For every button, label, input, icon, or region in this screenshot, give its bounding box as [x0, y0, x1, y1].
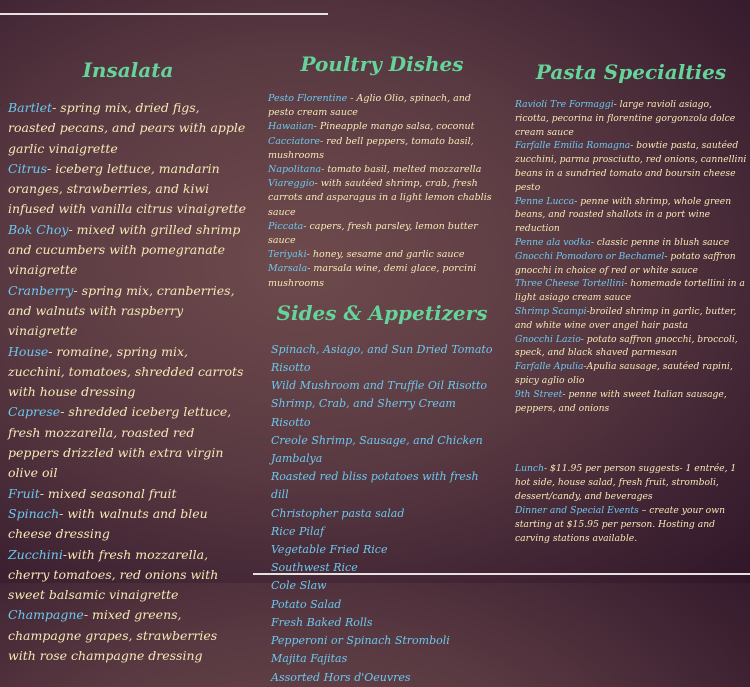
item-description: -with fresh mozzarella, cherry tomatoes, red onions with sweet balsamic vinaigrette: [8, 546, 219, 603]
poultry-heading: Poultry Dishes: [300, 52, 464, 76]
item-name: Bartlet: [8, 100, 53, 115]
item-description: - honey, sesame and garlic sauce: [306, 249, 465, 261]
item-name: 9th Street: [515, 388, 563, 400]
poultry-item: [268, 220, 496, 248]
pasta-item: [515, 360, 747, 388]
insalata-column: [8, 58, 248, 666]
pasta-item: [515, 236, 747, 250]
side-item: Pepperoni or Spinach Stromboli: [271, 634, 450, 648]
pasta-item: [515, 195, 747, 236]
item-name: Teriyaki: [268, 249, 307, 261]
item-description: - marsala wine, demi glace, porcini mushrooms: [268, 263, 477, 289]
item-description: - shredded iceberg lettuce, fresh mozzarella, roasted red peppers drizzled with extra virgin olive oil: [8, 404, 232, 481]
side-item: Fresh Baked Rolls: [271, 615, 373, 629]
item-description: – create your own starting at $15.95 per person. Hosting and carving stations available.: [515, 505, 725, 545]
item-name: Shrimp Scampi: [515, 305, 587, 317]
item-description: - romaine, spring mix, zucchini, tomatoes, shredded carrots with house dressing: [8, 343, 244, 400]
item-name: Citrus: [8, 160, 48, 176]
item-description: - Pineapple mango salsa, coconut: [313, 121, 475, 133]
pricing-info: [515, 462, 747, 547]
item-name: Piccata: [268, 220, 304, 232]
salad-item: [8, 605, 248, 666]
item-description: - bowtie pasta, sautéed zucchini, parma prosciutto, red onions, cannellini beans in a sundried tomato and boursin cheese pesto: [515, 140, 747, 193]
item-description: - iceberg lettuce, mandarin oranges, strawberries, and kiwi infused with vanilla citrus vinaigrette: [8, 160, 247, 217]
item-name: Gnocchi Pomodoro or Bechamel: [515, 250, 665, 262]
side-item: Vegetable Fried Rice: [271, 543, 388, 557]
item-description: - homemade tortellini in a light asiago cream sauce: [515, 278, 745, 304]
item-name: Hawaiian: [268, 121, 314, 133]
salad-item: [8, 159, 248, 220]
pasta-item: [515, 305, 747, 333]
side-item: Rice Pilaf: [271, 524, 325, 538]
salad-item: [8, 342, 248, 403]
item-name: Pesto Florentine: [268, 93, 348, 104]
item-name: Penne Lucca: [515, 195, 575, 207]
pasta-item: [515, 98, 747, 139]
side-item: Majita Fajitas: [271, 652, 348, 666]
item-name: Champagne: [8, 607, 84, 623]
item-name: Zucchini: [8, 546, 63, 562]
item-description: - capers, fresh parsley, lemon butter sauce: [268, 220, 478, 247]
poultry-item: [268, 248, 496, 262]
insalata-heading: Insalata: [82, 58, 174, 82]
item-name: Three Cheese Tortellini: [515, 278, 625, 290]
item-name: Cranberry: [8, 282, 74, 298]
side-item: Christopher pasta salad: [271, 506, 405, 520]
item-name: Cacciatore: [268, 135, 320, 147]
item-name: Viareggio: [268, 178, 315, 190]
salad-item: [8, 98, 248, 159]
salad-item: [8, 220, 248, 281]
item-description: - penne with sweet Italian sausage, peppers, and onions: [515, 388, 727, 414]
item-description: - potato saffron gnocchi, broccoli, speck, and black shaved parmesan: [515, 333, 738, 359]
item-description: -broiled shrimp in garlic, butter, and white wine over angel hair pasta: [515, 305, 737, 331]
sides-heading: Sides & Appetizers: [276, 300, 488, 325]
item-description: - spring mix, cranberries, and walnuts with raspberry vinaigrette: [8, 282, 235, 339]
item-description: - red bell peppers, tomato basil, mushrooms: [268, 135, 474, 161]
poultry-list: [268, 92, 496, 291]
pasta-item: [515, 277, 747, 305]
item-description: - large ravioli asiago, ricotta, pecorina in florentine gorgonzola dolce cream sauce: [515, 99, 736, 138]
item-description: - potato saffron gnocchi in choice of red or white sauce: [515, 250, 736, 276]
item-name: Ravioli Tre Formaggi: [515, 99, 614, 110]
top-rule: [0, 13, 328, 15]
insalata-list: [8, 98, 248, 666]
poultry-item: [268, 135, 496, 163]
side-item: Roasted red bliss potatoes with fresh dill: [271, 470, 479, 502]
poultry-item: [268, 120, 496, 134]
side-item: Cole Slaw: [271, 579, 327, 593]
side-item: Spinach, Asiago, and Sun Dried Tomato Risotto: [271, 342, 493, 375]
item-name: Caprese: [8, 404, 61, 420]
poultry-item: [268, 163, 496, 177]
item-name: Farfalle Apulia: [515, 361, 584, 373]
item-description: - classic penne in blush sauce: [590, 236, 730, 248]
sides-list: [268, 341, 496, 687]
info-item: [515, 462, 747, 504]
item-name: Bok Choy: [8, 221, 69, 237]
pasta-item: [515, 333, 747, 361]
poultry-item: [268, 92, 496, 120]
item-description: - mixed greens, champagne grapes, strawberries with rose champagne dressing: [8, 607, 218, 664]
pasta-item: [515, 388, 747, 416]
side-item: Southwest Rice: [271, 561, 358, 575]
item-description: - Aglio Olio, spinach, and pesto cream sauce: [268, 93, 472, 119]
salad-item: [8, 484, 248, 504]
pasta-column: [515, 60, 747, 415]
side-item: Shrimp, Crab, and Sherry Cream Risotto: [271, 397, 456, 429]
item-name: Gnocchi Lazio: [515, 333, 581, 345]
item-name: Farfalle Emilia Romagna: [515, 140, 631, 152]
item-description: - with walnuts and bleu cheese dressing: [8, 505, 208, 542]
item-name: Penne ala vodka: [515, 236, 591, 248]
pasta-list: [515, 98, 747, 415]
side-item: Assorted Hors d'Oeuvres: [271, 670, 411, 684]
item-description: -Apulia sausage, sautéed rapini, spicy aglio olio: [515, 361, 733, 386]
item-description: - tomato basil, melted mozzarella: [321, 164, 482, 176]
pasta-heading: Pasta Specialties: [535, 60, 727, 84]
salad-item: [8, 545, 248, 606]
pasta-item: [515, 139, 747, 194]
item-description: - spring mix, dried figs, roasted pecans, and pears with apple garlic vinaigrette: [8, 100, 246, 156]
item-name: Fruit: [8, 485, 40, 501]
item-description: - penne with shrimp, whole green beans, and roasted shallots in a port wine reduction: [515, 195, 732, 235]
item-description: - $11.95 per person suggests- 1 entrée, 1 hot side, house salad, fresh fruit, stromboli, dessert/candy, and beverages: [515, 463, 737, 503]
item-description: - mixed seasonal fruit: [39, 485, 177, 501]
poultry-sides-column: [268, 52, 496, 687]
item-name: Dinner and Special Events: [515, 505, 639, 517]
item-name: Marsala: [268, 263, 308, 275]
salad-item: [8, 504, 248, 545]
item-name: Spinach: [8, 505, 60, 521]
pasta-item: [515, 250, 747, 278]
item-name: House: [8, 343, 49, 359]
salad-item: [8, 402, 248, 483]
side-item: Wild Mushroom and Truffle Oil Risotto: [271, 379, 487, 393]
side-item: Creole Shrimp, Sausage, and Chicken Jambalya: [271, 433, 483, 466]
side-item: Potato Salad: [271, 597, 342, 611]
item-description: - with sautéed shrimp, crab, fresh carrots and asparagus in a light lemon chablis sauce: [268, 178, 492, 218]
info-item: [515, 504, 747, 546]
poultry-item: [268, 262, 496, 290]
item-name: Lunch: [515, 463, 544, 474]
item-name: Napolitana: [268, 164, 322, 176]
poultry-item: [268, 177, 496, 220]
salad-item: [8, 281, 248, 342]
item-description: - mixed with grilled shrimp and cucumbers with pomegranate vinaigrette: [8, 221, 241, 278]
